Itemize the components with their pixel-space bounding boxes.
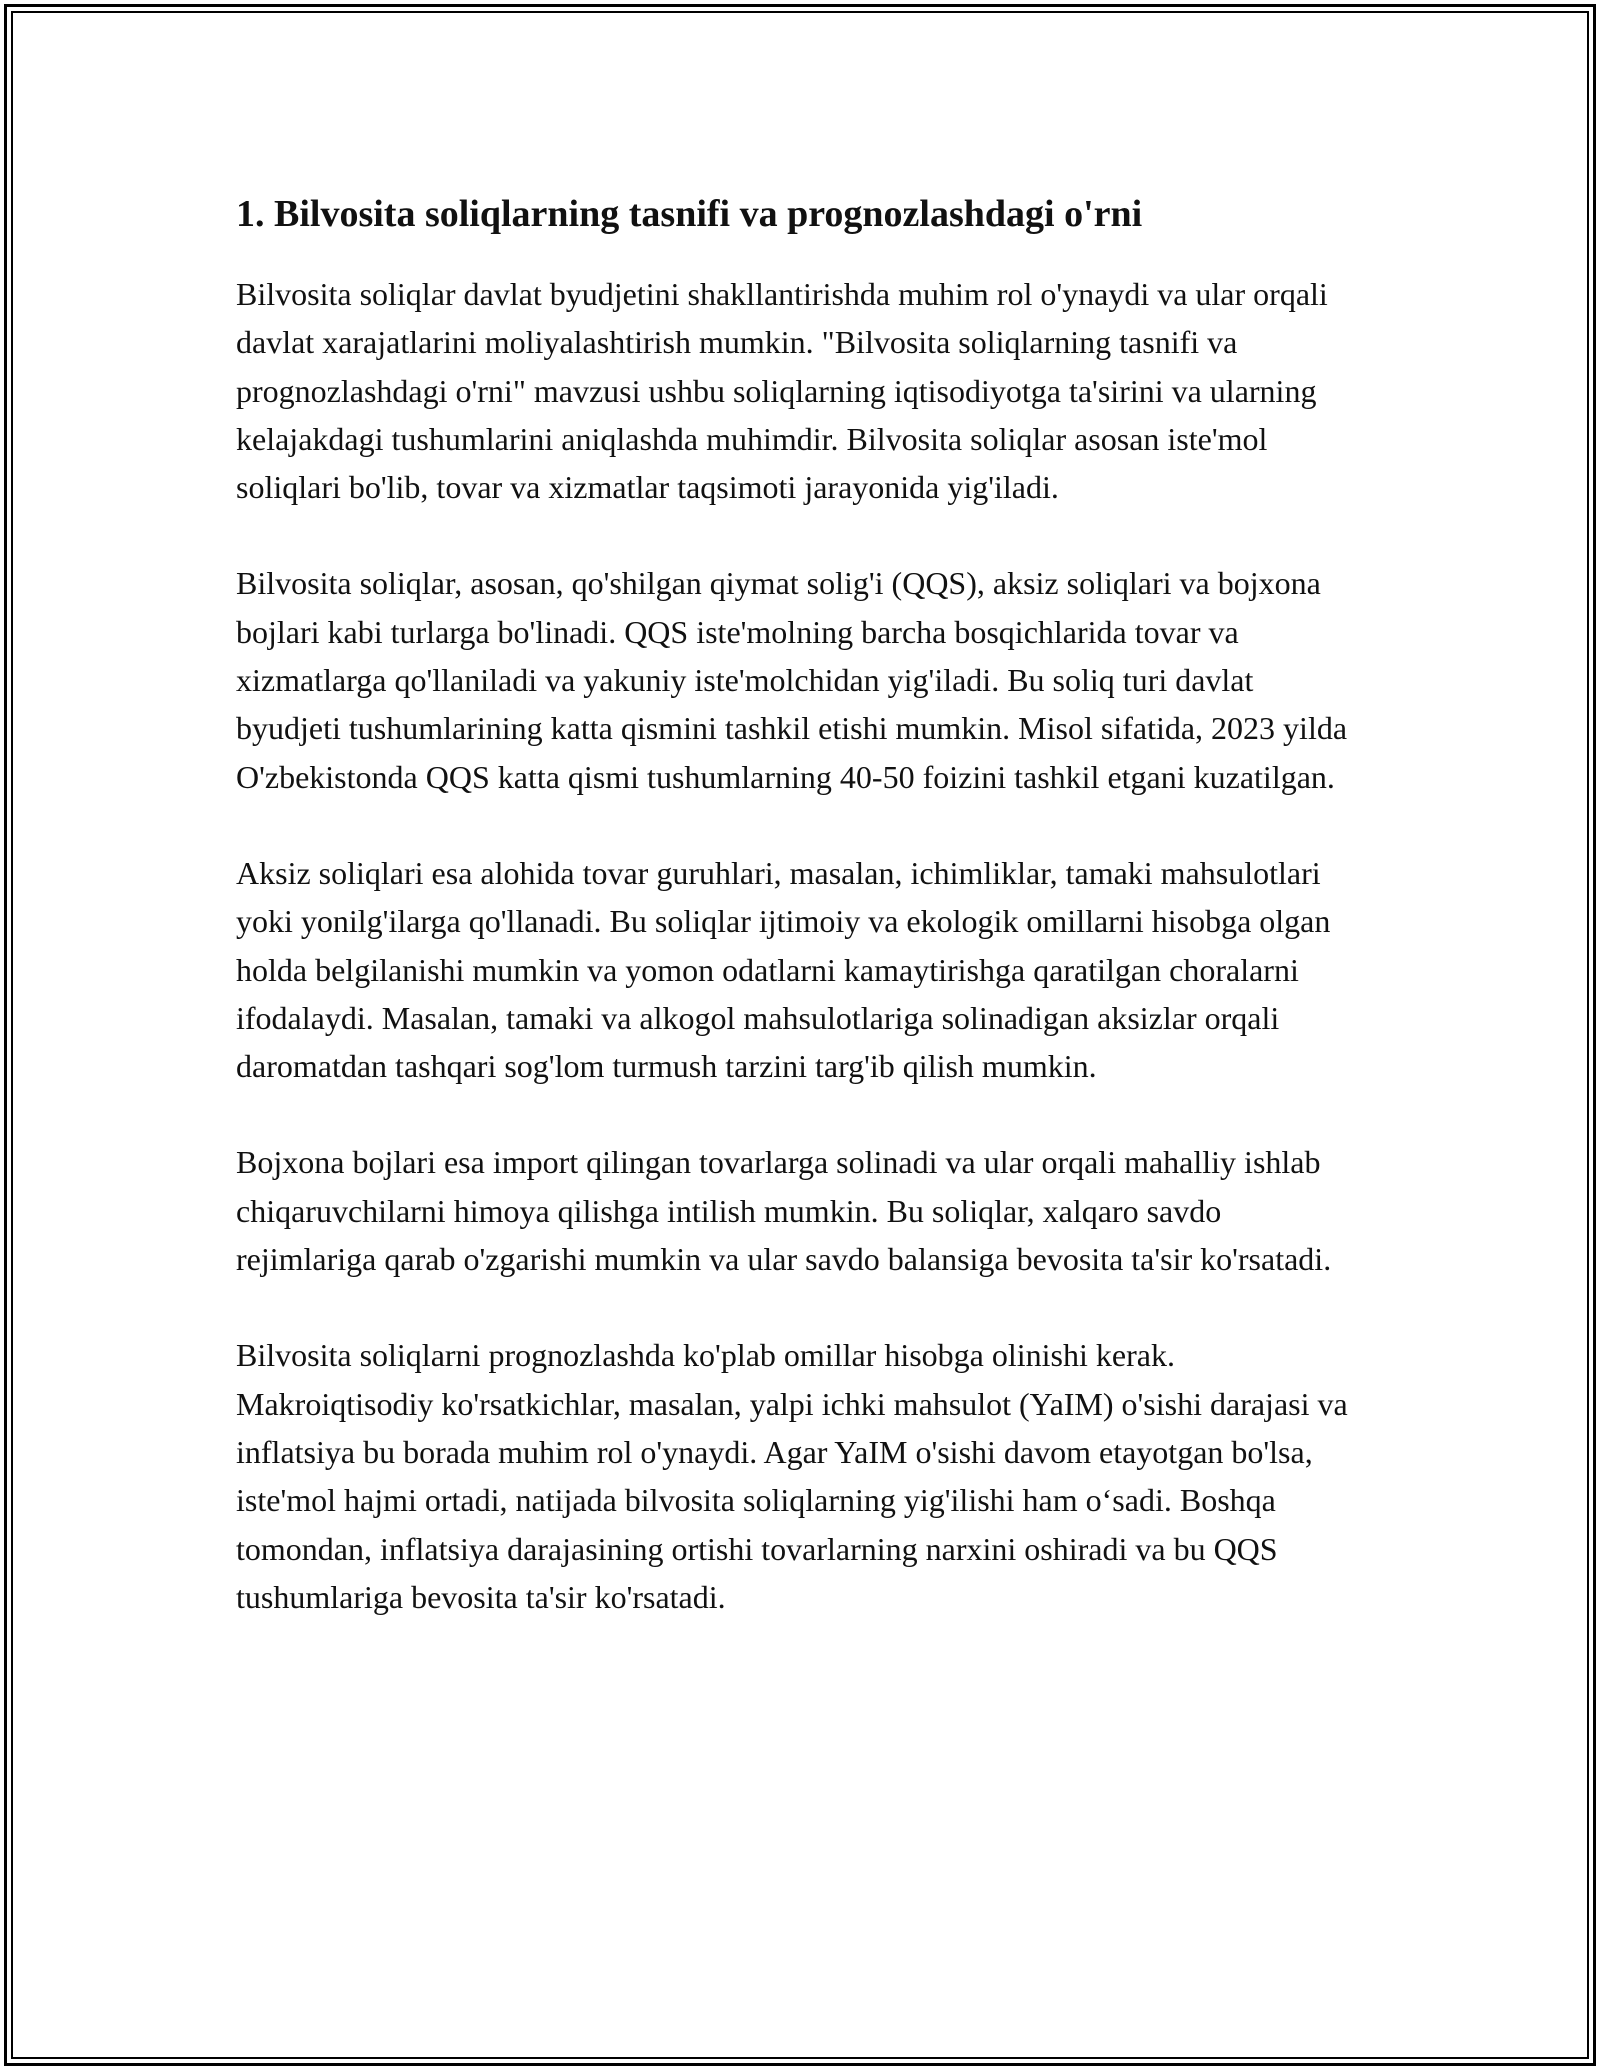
paragraph-3: Aksiz soliqlari esa alohida tovar guruhlari, masalan, ichimliklar, tamaki mahsulotlari yoki yonilg'ilarga qo'llanadi. Bu soliqlar ijtimoiy va ekologik omillarni hisobga olgan holda belgilanishi mumkin va yomon odatlarni kamaytirishga qaratilgan choralarni ifodalaydi. Masalan, tamaki va alkogol mahsulotlariga solinadigan aksizlar orqali daromatdan tashqari sog'lom turmush tarzini targ'ib qilish mumkin.: [236, 854, 1331, 1085]
section-title: 1. Bilvosita soliqlarning tasnifi va prognozlashdagi o'rni: [236, 193, 1143, 235]
paragraph-4: Bojxona bojlari esa import qilingan tovarlarga solinadi va ular orqali mahalliy ishlab chiqaruvchilarni himoya qilishga intilish mumkin. Bu soliqlar, xalqaro savdo rejimlariga qarab o'zgarishi mumkin va ular savdo balansiga bevosita ta'sir ko'rsatadi.: [236, 1144, 1332, 1278]
paragraph-5: Bilvosita soliqlarni prognozlashda ko'plab omillar hisobga olinishi kerak. Makroiqtisodiy ko'rsatkichlar, masalan, yalpi ichki mahsulot (YaIM) o'sishi darajasi va inflatsiya bu borada muhim rol o'ynaydi. Agar YaIM o'sishi davom etayotgan bo'lsa, iste'mol hajmi ortadi, natijada bilvosita soliqlarning yig'ilishi ham o‘sadi. Boshqa tomondan, inflatsiya darajasining ortishi tovarlarning narxini oshiradi va bu QQS tushumlariga bevosita ta'sir ko'rsatadi.: [236, 1337, 1348, 1615]
paragraph-2: Bilvosita soliqlar, asosan, qo'shilgan qiymat solig'i (QQS), aksiz soliqlari va bojxona bojlari kabi turlarga bo'linadi. QQS iste'molning barcha bosqichlarida tovar va xizmatlarga qo'llaniladi va yakuniy iste'molchidan yig'iladi. Bu soliq turi davlat byudjeti tushumlarining katta qismini tashkil etishi mumkin. Misol sifatida, 2023 yilda O'zbekistonda QQS katta qismi tushumlarning 40-50 foizini tashkil etgani kuzatilgan.: [236, 565, 1348, 795]
document-body: [236, 188, 1366, 1669]
paragraph-1: Bilvosita soliqlar davlat byudjetini shakllantirishda muhim rol o'ynaydi va ular orqali davlat xarajatlarini moliyalashtirish mumkin. "Bilvosita soliqlarning tasnifi va prognozlashdagi o'rni" mavzusi ushbu soliqlarning iqtisodiyotga ta'sirini va ularning kelajakdagi tushumlarini aniqlashda muhimdir. Bilvosita soliqlar asosan iste'mol soliqlari bo'lib, tovar va xizmatlar taqsimoti jarayonida yig'iladi.: [236, 276, 1328, 506]
